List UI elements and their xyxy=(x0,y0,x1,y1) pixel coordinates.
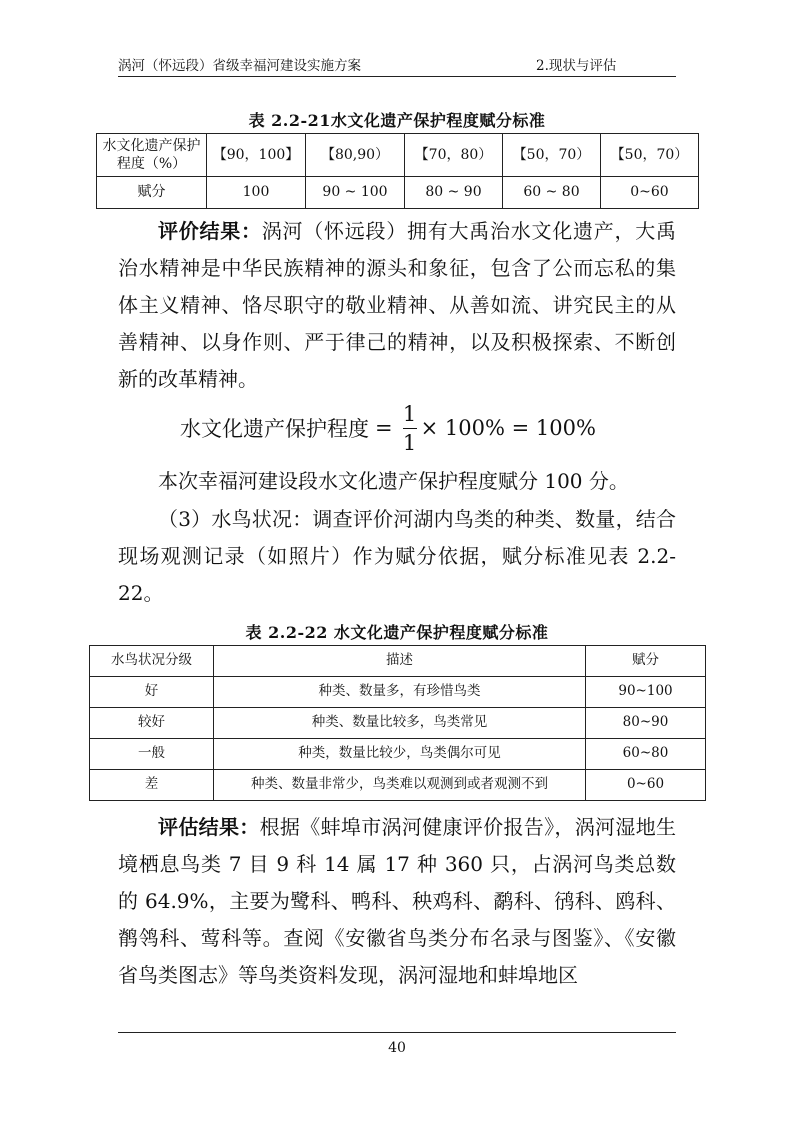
fraction-bar xyxy=(403,428,417,429)
table-cell: 较好 xyxy=(90,708,214,739)
header-document-title: 涡河（怀远段）省级幸福河建设实施方案 xyxy=(118,58,361,74)
table2-caption: 表 2.2-22 水文化遗产保护程度赋分标准 xyxy=(245,623,549,642)
table-cell: 差 xyxy=(90,770,214,801)
table-cell: 种类、数量非常少，鸟类难以观测到或者观测不到 xyxy=(214,770,586,801)
table-row xyxy=(97,134,699,177)
table-row xyxy=(97,177,699,209)
table-cell: 【70，80） xyxy=(405,134,503,177)
protection-degree-formula xyxy=(180,398,596,458)
table-cell: 0~60 xyxy=(586,770,706,801)
table-cell: 种类、数量多，有珍惜鸟类 xyxy=(214,677,586,708)
assessment-result-text: 根据《蚌埠市涡河健康评价报告》，涡河湿地生境栖息鸟类 7 目 9 科 14 属 17 种 360 只，占涡河鸟类总数的 64.9%，主要为鹭科、鸭科、秧鸡科、鹬科、鸻科、鸥科、鹡鸰科、莺科等。查阅《安徽省鸟类分布名录与图鉴》、《安徽省鸟类图志》等鸟类资料发现，涡河湿地和蚌埠地区 xyxy=(118,815,677,987)
assessment-result-label: 评估结果： xyxy=(158,815,260,839)
heritage-scoring-table xyxy=(96,133,699,209)
page-number: 40 xyxy=(388,1040,406,1056)
table-cell: 【90，100】 xyxy=(207,134,306,177)
waterbird-scoring-table xyxy=(89,645,706,801)
table-cell: 【80,90） xyxy=(306,134,405,177)
table-header-row xyxy=(90,646,706,677)
table-cell: 0~60 xyxy=(601,177,699,209)
table-header-cell: 描述 xyxy=(214,646,586,677)
formula-equals: = xyxy=(375,416,393,440)
table-cell: 【50，70） xyxy=(503,134,601,177)
table-header-cell: 水鸟状况分级 xyxy=(90,646,214,677)
table-cell: 水文化遗产保护程度（%） xyxy=(97,134,207,177)
table-cell: 【50，70） xyxy=(601,134,699,177)
formula-numerator: 1 xyxy=(402,401,417,426)
footer-divider xyxy=(118,1032,676,1033)
table-cell: 一般 xyxy=(90,739,214,770)
table-cell: 60~80 xyxy=(586,739,706,770)
table-cell: 种类、数量比较多，鸟类常见 xyxy=(214,708,586,739)
table-cell: 好 xyxy=(90,677,214,708)
table-row xyxy=(90,708,706,739)
score-statement: 本次幸福河建设段水文化遗产保护程度赋分 100 分。 xyxy=(158,469,629,493)
table1-caption: 表 2.2-21水文化遗产保护程度赋分标准 xyxy=(248,111,546,130)
evaluation-result-paragraph xyxy=(118,213,676,398)
table-cell: 种类，数量比较少，鸟类偶尔可见 xyxy=(214,739,586,770)
table-cell: 100 xyxy=(207,177,306,209)
formula-denominator: 1 xyxy=(402,430,417,455)
table-row xyxy=(90,770,706,801)
page-header xyxy=(118,50,676,77)
table-cell: 80~90 xyxy=(586,708,706,739)
waterbird-status-paragraph: （3）水鸟状况：调查评价河湖内鸟类的种类、数量，结合现场观测记录（如照片）作为赋分依据，赋分标准见表 2.2-22。 xyxy=(118,507,676,605)
table-cell: 90~100 xyxy=(586,677,706,708)
table-row xyxy=(90,739,706,770)
table-cell: 90 ~ 100 xyxy=(306,177,405,209)
formula-lhs: 水文化遗产保护程度 xyxy=(180,417,369,441)
assessment-result-paragraph xyxy=(118,809,676,994)
table-cell: 赋分 xyxy=(97,177,207,209)
header-section-title: 2.现状与评估 xyxy=(536,58,617,74)
table-cell: 60 ~ 80 xyxy=(503,177,601,209)
table-row xyxy=(90,677,706,708)
evaluation-result-text: 涡河（怀远段）拥有大禹治水文化遗产，大禹治水精神是中华民族精神的源头和象征，包含了公而忘私的集体主义精神、恪尽职守的敬业精神、从善如流、讲究民主的从善精神、以身作则、严于律己的精神，以及积极探索、不断创新的改革精神。 xyxy=(118,219,676,391)
table-cell: 80 ~ 90 xyxy=(405,177,503,209)
evaluation-result-label: 评价结果： xyxy=(158,219,262,243)
table-header-cell: 赋分 xyxy=(586,646,706,677)
formula-fraction xyxy=(403,403,417,454)
formula-rest: × 100% = 100% xyxy=(420,416,596,440)
